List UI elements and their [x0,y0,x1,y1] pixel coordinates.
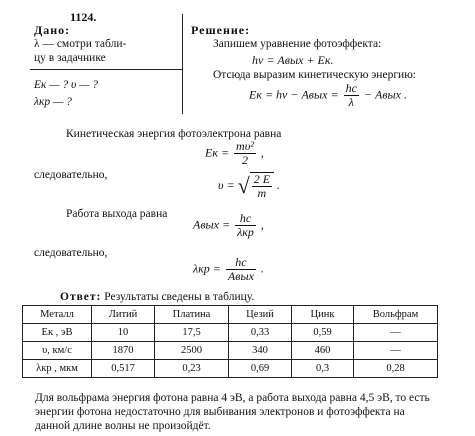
work-function-formula [193,212,264,239]
given-divider [30,69,182,70]
eq4-fraction [252,173,272,200]
table-header-cell: Цезий [229,306,292,324]
table-row [23,360,438,378]
solution-line-1: Запишем уравнение фотоэффекта: [213,38,382,50]
eq3-fraction [234,140,256,167]
table-cell: 0,69 [229,360,292,378]
paragraph-work-function: Работа выхода равна [66,208,168,220]
find-line-2: λкр — ? [34,96,72,108]
answer-label: Ответ: [60,291,102,303]
table-header-row [23,306,438,324]
table-cell: υ, км/с [23,342,92,360]
answer [60,291,254,303]
eq4-denominator: m [257,186,267,200]
eq3-denominator: 2 [241,153,248,167]
eq4-numerator: 2 E [253,172,271,186]
table-row [23,324,438,342]
paragraph-consequently-1: следовательно, [34,169,108,181]
find-line-1: Eк — ? υ — ? [34,79,99,91]
eq2-right: − Aвых . [363,87,407,102]
table-header-cell: Цинк [292,306,354,324]
answer-text: Результаты сведены в таблицу. [104,291,255,303]
velocity-formula [218,172,280,200]
results-table [22,305,438,378]
eq5-numerator: hc [235,212,256,226]
eq3-numerator: mυ² [236,139,254,153]
photoeffect-equation: hν = Aвых + Eк. [252,53,334,67]
table-cell: 0,23 [155,360,229,378]
eq5-tail: , [260,217,264,232]
eq6-denominator: Aвых [227,269,254,283]
solution-line-2: Отсюда выразим кинетическую энергию: [213,69,416,81]
eq3-tail: , [260,145,264,160]
eq2-fraction [344,82,359,109]
eq5-left: Aвых = [193,217,231,232]
table-header-cell: Платина [155,306,229,324]
given-solution-divider [182,14,183,114]
table-cell: 460 [292,342,354,360]
conclusion-paragraph: Для вольфрама энергия фотона равна 4 эВ, а работа выхода равна 4,5 эВ, то есть энергии фотона недостаточно для выбивания электронов и фотоэффекта на данной длине волны не произойдёт. [35,392,430,432]
eq4-left: υ = [218,177,235,192]
eq2-left: Eк = hν − Aвых = [249,87,339,102]
table-cell: — [354,324,438,342]
table-cell: λкр , мкм [23,360,92,378]
table-cell: 340 [229,342,292,360]
table-cell: 0,28 [354,360,438,378]
eq5-denominator: λкр [237,225,254,239]
table-cell: 0,33 [229,324,292,342]
table-header-cell: Литий [92,306,155,324]
problem-number: 1124. [70,10,97,24]
eq3-left: Eк = [205,145,230,160]
sqrt-sign: √ $\frac{2 E}{m}$ [238,172,274,200]
eq4-tail: . [277,177,281,192]
paragraph-consequently-2: следовательно, [34,247,108,259]
table-cell: 1870 [92,342,155,360]
eq5-fraction [235,212,256,239]
given-line-1: λ — смотри табли- [34,38,127,50]
eq6-fraction [226,256,256,283]
given-line-2: цу в задачнике [34,52,106,64]
paragraph-kinetic: Кинетическая энергия фотоэлектрона равна [66,128,282,140]
table-header-cell: Вольфрам [354,306,438,324]
cutoff-wavelength-formula [193,256,264,283]
table-cell: 0,3 [292,360,354,378]
table-header-cell: Металл [23,306,92,324]
given-heading: Дано: [34,23,71,37]
kinetic-energy-equation [249,82,407,109]
table-cell: Eк , эВ [23,324,92,342]
table-cell: — [354,342,438,360]
table-row [23,342,438,360]
table-cell: 0,517 [92,360,155,378]
table-cell: 10 [92,324,155,342]
eq6-tail: . [260,261,264,276]
solution-heading: Решение: [191,23,251,37]
table-cell: 2500 [155,342,229,360]
eq2-denominator: λ [348,95,354,109]
table-cell: 0,59 [292,324,354,342]
eq6-left: λкр = [193,261,221,276]
eq6-numerator: hc [226,256,256,270]
eq2-numerator: hc [345,81,357,95]
kinetic-formula [205,140,264,167]
table-cell: 17,5 [155,324,229,342]
